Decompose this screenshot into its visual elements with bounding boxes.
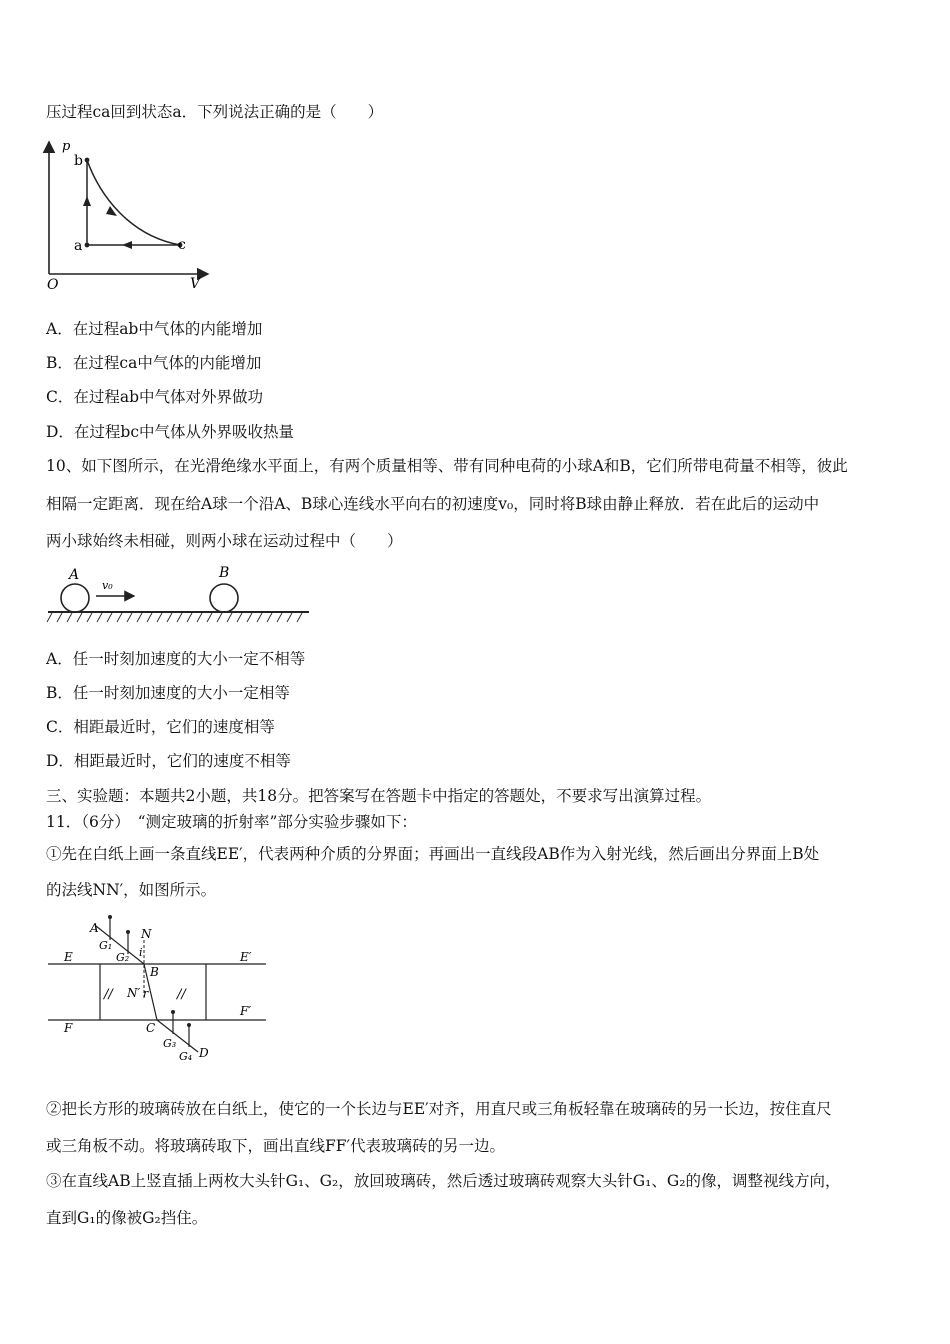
label-g3: G₃ <box>163 1037 177 1050</box>
hatch-left: // <box>104 987 113 1002</box>
label-g4: G₄ <box>179 1050 193 1063</box>
q10-stem-line3: 两小球始终未相碰，则两小球在运动过程中（ ） <box>46 532 403 550</box>
q9-option-c: C．在过程ab中气体对外界做功 <box>46 388 264 406</box>
q9-option-b: B．在过程ca中气体的内能增加 <box>46 354 262 372</box>
pin-g4-head <box>187 1023 191 1027</box>
ball-b-label: B <box>219 565 230 581</box>
q11-step1-line2: 的法线NN′，如图所示。 <box>46 881 217 899</box>
q11-step2-line2: 或三角板不动。将玻璃砖取下，画出直线FF′代表玻璃砖的另一边。 <box>46 1137 506 1155</box>
label-g2: G₂ <box>116 951 130 964</box>
label-n: N <box>141 927 152 941</box>
ground-hatch <box>47 613 302 622</box>
q11-title: 11．（6分） “测定玻璃的折射率”部分实验步骤如下： <box>46 813 417 831</box>
two-balls-figure <box>44 562 314 632</box>
q10-stem-line2: 相隔一定距离．现在给A球一个沿A、B球心连线水平向右的初速度v₀，同时将B球由静止释放．若在此后的运动中 <box>46 495 820 513</box>
origin-label: O <box>47 277 59 293</box>
label-r: r <box>143 987 149 1000</box>
pin-g3-head <box>171 1010 175 1014</box>
q11-step3-line1: ③在直线AB上竖直插上两枚大头针G₁、G₂，放回玻璃砖，然后透过玻璃砖观察大头针G₁、G₂的像，调整视线方向， <box>46 1172 841 1190</box>
label-b: b <box>74 153 83 169</box>
process-bc <box>87 160 180 245</box>
label-f-prime: F′ <box>240 1004 252 1018</box>
refraction-figure <box>44 912 274 1067</box>
q10-option-d: D．相距最近时，它们的速度不相等 <box>46 752 291 770</box>
p-axis-label: p <box>62 139 71 154</box>
point-a <box>85 243 90 248</box>
q10-option-b: B．任一时刻加速度的大小一定相等 <box>46 684 290 702</box>
label-e-prime: E′ <box>240 950 252 964</box>
point-b <box>85 158 90 163</box>
label-a: a <box>74 238 83 254</box>
label-c: C <box>146 1021 156 1035</box>
ball-b <box>210 584 238 612</box>
q11-step2-line1: ②把长方形的玻璃砖放在白纸上，使它的一个长边与EE′对齐，用直尺或三角板轻靠在玻璃砖的另一长边，按住直尺 <box>46 1100 832 1118</box>
q9-stem: 压过程ca回到状态a．下列说法正确的是（ ） <box>46 103 384 121</box>
pin-g2-head <box>126 930 130 934</box>
pin-a-head <box>108 915 112 919</box>
label-f: F <box>64 1021 73 1035</box>
label-g1: G₁ <box>99 939 113 952</box>
q11-step1-line1: ①先在白纸上画一条直线EE′，代表两种介质的分界面；再画出一直线段AB作为入射光线，然后画出分界面上B处 <box>46 845 820 863</box>
v-axis-label: V <box>190 276 201 292</box>
ball-a-label: A <box>69 567 80 583</box>
arrow-ab <box>83 196 91 206</box>
label-e: E <box>64 950 73 964</box>
arrow-ca <box>122 241 132 249</box>
pv-graph <box>40 136 215 296</box>
label-i: i <box>139 946 143 959</box>
ball-a <box>61 584 89 612</box>
q10-stem-line1: 10、如下图所示，在光滑绝缘水平面上，有两个质量相等、带有同种电荷的小球A和B，它们所带电荷量不相等，彼此 <box>46 457 848 475</box>
section3-heading: 三、实验题：本题共2小题，共18分。把答案写在答题卡中指定的答题处，不要求写出演算过程。 <box>46 787 712 805</box>
hatch-right: // <box>177 987 186 1002</box>
velocity-label: v₀ <box>102 579 113 592</box>
q9-option-a: A．在过程ab中气体的内能增加 <box>46 320 263 338</box>
q9-option-d: D．在过程bc中气体从外界吸收热量 <box>46 423 295 441</box>
q11-step3-line2: 直到G₁的像被G₂挡住。 <box>46 1209 208 1227</box>
label-b: B <box>150 965 159 979</box>
label-c: c <box>178 237 186 253</box>
label-n-prime: N′ <box>127 986 141 1000</box>
label-a: A <box>90 921 99 935</box>
q10-option-a: A．任一时刻加速度的大小一定不相等 <box>46 650 306 668</box>
q10-option-c: C．相距最近时，它们的速度相等 <box>46 718 275 736</box>
label-d: D <box>199 1046 209 1060</box>
